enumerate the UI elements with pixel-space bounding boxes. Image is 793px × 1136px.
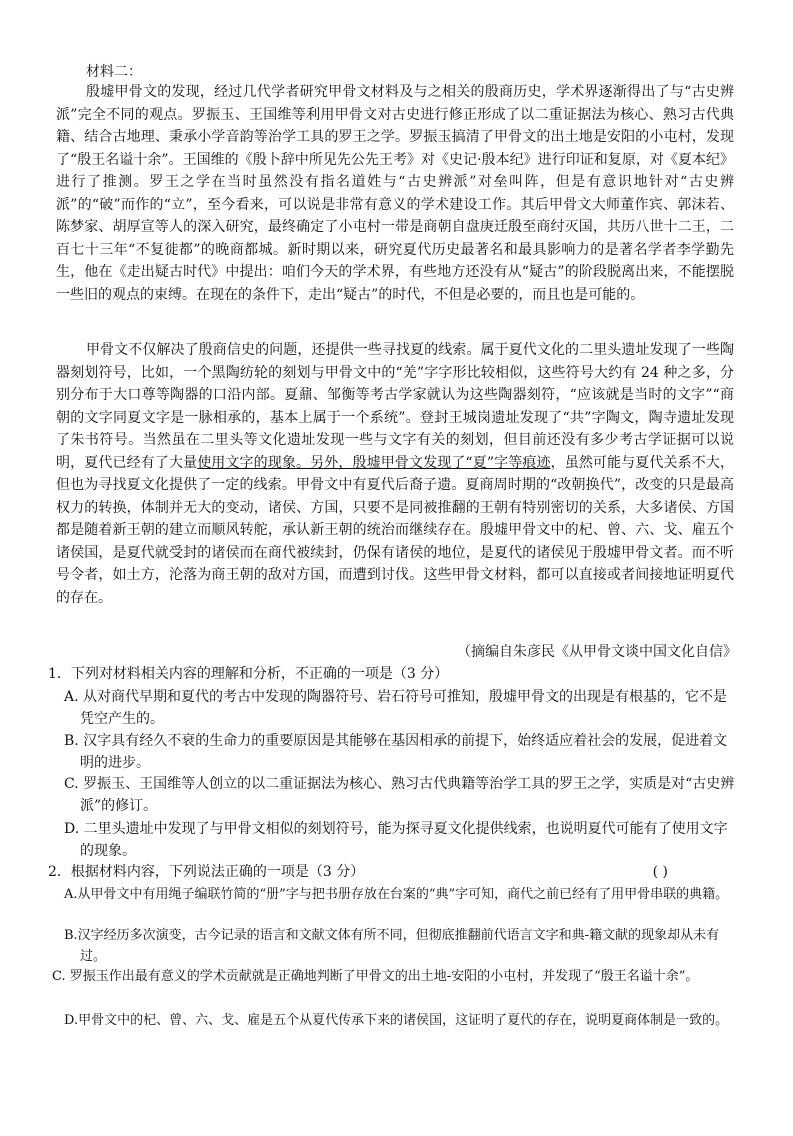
material-paragraph-1: 殷墟甲骨文的发现，经过几代学者研究甲骨文材料及与之相关的殷商历史，学术界逐渐得出了与“古史辨派”完全不同的观点。罗振玉、王国维等利用甲骨文对古史进行修正形成了以二重证据法为核心、熟习古代典籍、结合古地理、秉承小学音韵等治学工具的罗王之学。罗振玉搞清了甲骨文的出土地是安阳的小屯村，发现了“殷王名谥十余”。王国维的《殷卜辞中所见先公先王考》对《史记·殷本纪》进行印证和复原，对《夏本纪》进行了推测。罗王之学在当时虽然没有指名道姓与“古史辨派”对垒叫阵，但是有意识地针对“古史辨派”的“破”而作的“立”，至今看来，可以说是非常有意义的学术建设工作。其后甲骨文大师董作宾、郭沫若、陈梦家、胡厚宣等人的深入研究，最终确定了小屯村一带是商朝自盘庚迁殷至商纣灭国，共历八世十二王，二百七十三年“不复徙都”的晚商都城。新时期以来，研究夏代历史最著名和最具影响力的是著名学者李学勤先生，他在《走出疑古时代》中提出：咱们今天的学术界，有些地方还没有从“疑古”的阶段脱离出来，不能摆脱一些旧的观点的束缚。在现在的条件下，走出“疑古”的时代，不但是必要的，而且也是可能的。 xyxy=(56,84,734,303)
question-2-option-d: D.甲骨文中的杞、曾、六、戈、雇是五个从夏代传承下来的诸侯国，这证明了夏代的存在，说明夏商体制是一致的。 xyxy=(64,1013,729,1028)
question-2-stem xyxy=(48,862,738,882)
material-heading: 材料二： xyxy=(86,64,142,80)
question-1-option-b: B. 汉字具有经久不衰的生命力的重要原因是其能够在基因相承的前提下，始终适应着社会的发展，促进着文明的进步。 xyxy=(64,733,728,771)
question-2-option-a: A.从甲骨文中有用绳子编联竹简的“册”字与把书册存放在台案的“典”字可知，商代之前已经有了用甲骨串联的典籍。 xyxy=(64,887,729,902)
question-1-option-c: C. 罗振玉、王国维等人创立的以二重证据法为核心、熟习古代典籍等治学工具的罗王之学，实质是对“古史辨派”的修订。 xyxy=(64,776,735,814)
question-2-option-c: C. 罗振玉作出最有意义的学术贡献就是正确地判断了甲骨文的出土地-安阳的小屯村，并发现了“殷王名谥十余”。 xyxy=(52,969,699,984)
paragraph-2-text-a: 甲骨文不仅解决了殷商信史的问题，还提供一些寻找夏的线索。属于夏代文化的二里头遗址发现了一些陶器刻划符号，比如，一个黑陶纺轮的刻划与甲骨文中的“羌”字字形比较相似，这些符号大约有 24 种之多，分别分布于大口尊等陶器的口沿内部。夏鼐、邹衡等考古学家就认为这些陶器刻符，“应该就是当时的文字”“商朝的文字同夏文字是一脉相承的，基本上属于一个系统”。登封王城岗遗址发现了“共”字陶文，陶寺遗址发现了朱书符号。当然虽在二里头等文化遗址发现一些与文字有关的刻划，但目前还没有多少考古学证据可以说明，夏代已经有了大量 xyxy=(56,342,734,471)
question-2-text: 2．根据材料内容，下列说法正确的一项是（3 分） xyxy=(48,864,365,880)
source-citation: （摘编自朱彦民《从甲骨文谈中国文化自信》 xyxy=(457,644,737,660)
material-paragraph-2 xyxy=(56,339,734,609)
answer-parentheses: ( ) xyxy=(652,864,668,880)
question-1-option-a: A. 从对商代早期和夏代的考古中发现的陶器符号、岩石符号可推知，殷墟甲骨文的出现是有根基的，它不是凭空产生的。 xyxy=(64,689,728,727)
question-1-option-d: D. 二里头遗址中发现了与甲骨文相似的刻划符号，能为探寻夏文化提供线索，也说明夏代可能有了使用文字的现象。 xyxy=(64,821,728,859)
paragraph-2-text-b: ，虽然可能与夏代关系不大，但也为寻找夏文化提供了一定的线索。甲骨文中有夏代后裔子遗。夏商周时期的“改朝换代”，改变的只是最高权力的转换，体制并无大的变动，诸侯、方国，只要不是同被推翻的王朝有特别密切的关系，大多诸侯、方国都是随着新王朝的建立而顺风转舵，承认新王朝的统治而继续存在。殷墟甲骨文中的杞、曾、六、戈、雇五个诸侯国，是夏代就受封的诸侯而在商代被续封，仍保有诸侯的地位，是夏代的诸侯见于殷墟甲骨文者。而不听号令者，如土方，沦落为商王朝的敌对方国，而遭到讨伐。这些甲骨文材料，都可以直接或者间接地证明夏代的存在。 xyxy=(56,454,734,606)
question-1-stem: 1．下列对材料相关内容的理解和分析，不正确的一项是（3 分） xyxy=(48,666,449,682)
underlined-sentence: 使用文字的现象。另外，殷墟甲骨文发现了“夏”字等痕迹 xyxy=(197,454,551,471)
question-2-option-b: B.汉字经历多次演变，古今记录的语言和文献文体有所不同，但彻底推翻前代语言文字和典-籍文献的现象却从未有过。 xyxy=(64,928,720,964)
